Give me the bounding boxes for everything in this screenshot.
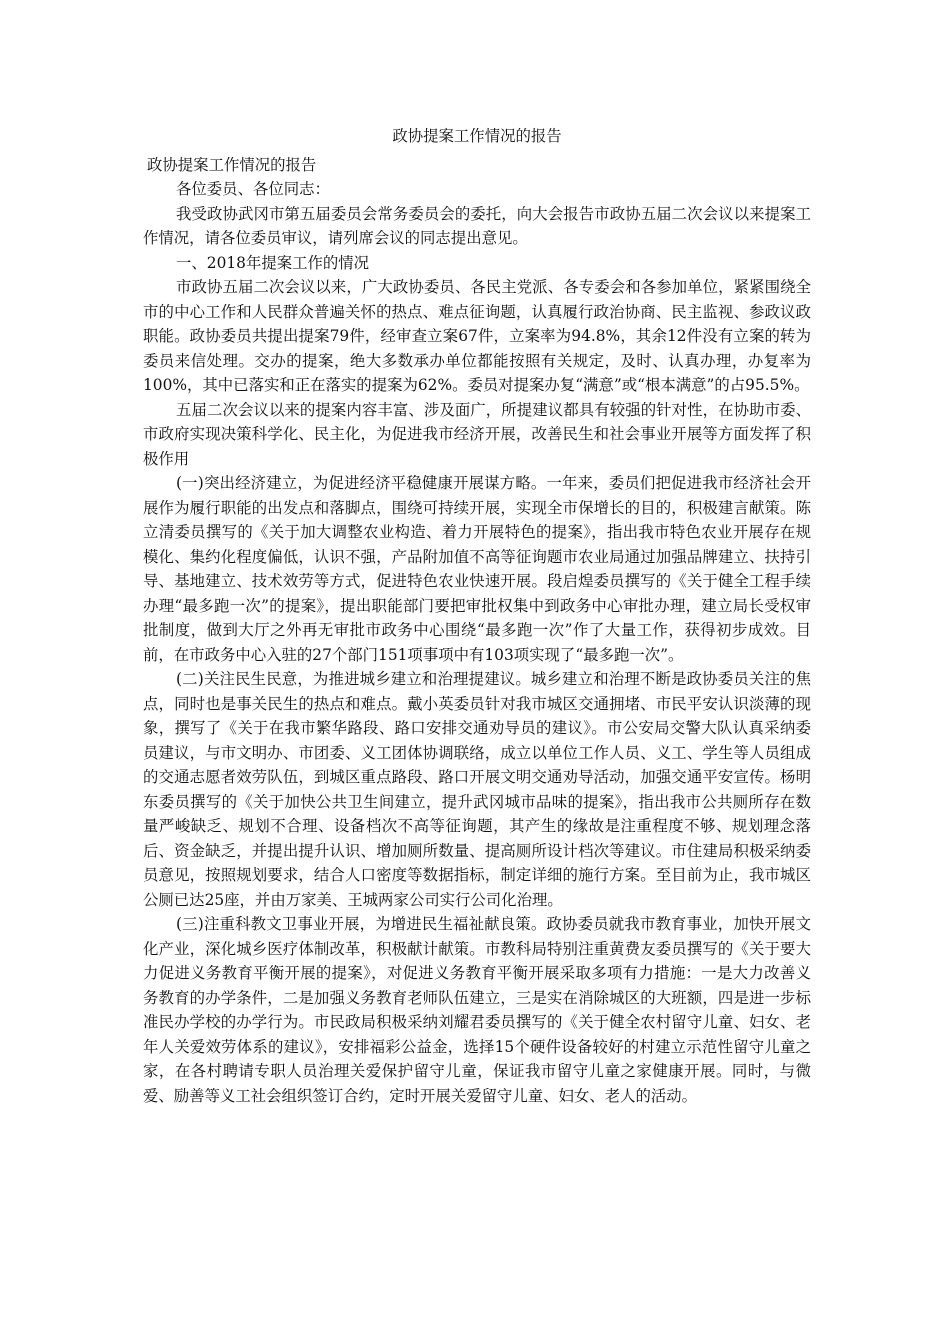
salutation: 各位委员、各位同志： — [176, 180, 330, 198]
paragraph-intro: 我受政协武冈市第五届委员会常务委员会的委托，向大会报告市政协五届二次会议以来提案工作情况，请各位委员审议，请列席会议的同志提出意见。 — [143, 204, 811, 247]
paragraph-economy: (一)突出经济建立，为促进经济平稳健康开展谋方略。一年来，委员们把促进我市经济社会开展作为履行职能的出发点和落脚点，围绕可持续开展，实现全市保增长的目的，积极建言献策。陈立清委员撰写的《关于加大调整农业构造、着力开展特色的提案》，指出我市特色农业开展存在规模化、集约化程度偏低，认识不强，产品附加值不高等征询题市农业局通过加强品牌建立、扶持引导、基地建立、技术效劳等方式，促进特色农业快速开展。段启煌委员撰写的《关于健全工程手续办理“最多跑一次”的提案》，提出职能部门要把审批权集中到政务中心审批办理，建立局长受权审批制度，做到大厅之外再无审批市政务中心围绕“最多跑一次”作了大量工作，获得初步成效。目前，在市政务中心入驻的27个部门151项事项中有103项实现了“最多跑一次”。 — [143, 474, 811, 664]
document-subtitle: 政协提案工作情况的报告 — [147, 155, 317, 174]
paragraph-statistics: 市政协五届二次会议以来，广大政协委员、各民主党派、各专委会和各参加单位，紧紧围绕全市的中心工作和人民群众普遍关怀的热点、难点征询题，认真履行政治协商、民主监视、参政议政职能。政协委员共提出提案79件，经审查立案67件，立案率为94.8%，其余12件没有立案的转为委员来信处理。交办的提案，绝大多数承办单位都能按照有关规定，及时、认真办理，办复率为100%，其中已落实和正在落实的提案为62%。委员对提案办复“满意”或“根本满意”的占95.5%。 — [143, 278, 811, 394]
paragraph-livelihood: (二)关注民生民意，为推进城乡建立和治理提建议。城乡建立和治理不断是政协委员关注的焦点，同时也是事关民生的热点和难点。戴小英委员针对我市城区交通拥堵、市民平安认识淡薄的现象，撰写了《关于在我市繁华路段、路口安排交通劝导员的建议》。市公安局交警大队认真采纳委员建议，与市文明办、市团委、义工团体协调联络，成立以单位工作人员、义工、学生等人员组成的交通志愿者效劳队伍，到城区重点路段、路口开展文明交通劝导活动，加强交通平安宣传。杨明东委员撰写的《关于加快公共卫生间建立，提升武冈城市品味的提案》，指出我市公共厕所存在数量严峻缺乏、规划不合理、设备档次不高等征询题，其产生的缘故是注重程度不够、规划理念落后、资金缺乏，并提出提升认识、增加厕所数量、提高厕所设计档次等建议。市住建局积极采纳委员意见，按照规划要求，结合人口密度等数据指标，制定详细的施行方案。至目前为止，我市城区公厕已达25座，并由万家美、王城两家公司实行公司化治理。 — [143, 670, 811, 909]
section-heading: 一、2018年提案工作的情况 — [176, 253, 370, 272]
paragraph-overview: 五届二次会议以来的提案内容丰富、涉及面广，所提建议都具有较强的针对性，在协助市委、市政府实现决策科学化、民主化，为促进我市经济开展，改善民生和社会事业开展等方面发挥了积极作用 — [143, 400, 811, 468]
document-title: 政协提案工作情况的报告 — [392, 127, 562, 145]
document-page — [143, 124, 811, 1108]
paragraph-education: (三)注重科教文卫事业开展，为增进民生福祉献良策。政协委员就我市教育事业，加快开展文化产业，深化城乡医疗体制改革，积极献计献策。市教科局特别注重黄费友委员撰写的《关于要大力促进义务教育平衡开展的提案》，对促进义务教育平衡开展采取多项有力措施：一是大力改善义务教育的办学条件，二是加强义务教育老师队伍建立，三是实在消除城区的大班额，四是进一步标准民办学校的办学行为。市民政局积极采纳刘耀君委员撰写的《关于健全农村留守儿童、妇女、老年人关爱效劳体系的建议》，安排福彩公益金，选择15个硬件设备较好的村建立示范性留守儿童之家，在各村聘请专职人员治理关爱保护留守儿童，保证我市留守儿童之家健康开展。同时，与微爱、励善等义工社会组织签订合约，定时开展关爱留守儿童、妇女、老人的活动。 — [143, 915, 811, 1105]
